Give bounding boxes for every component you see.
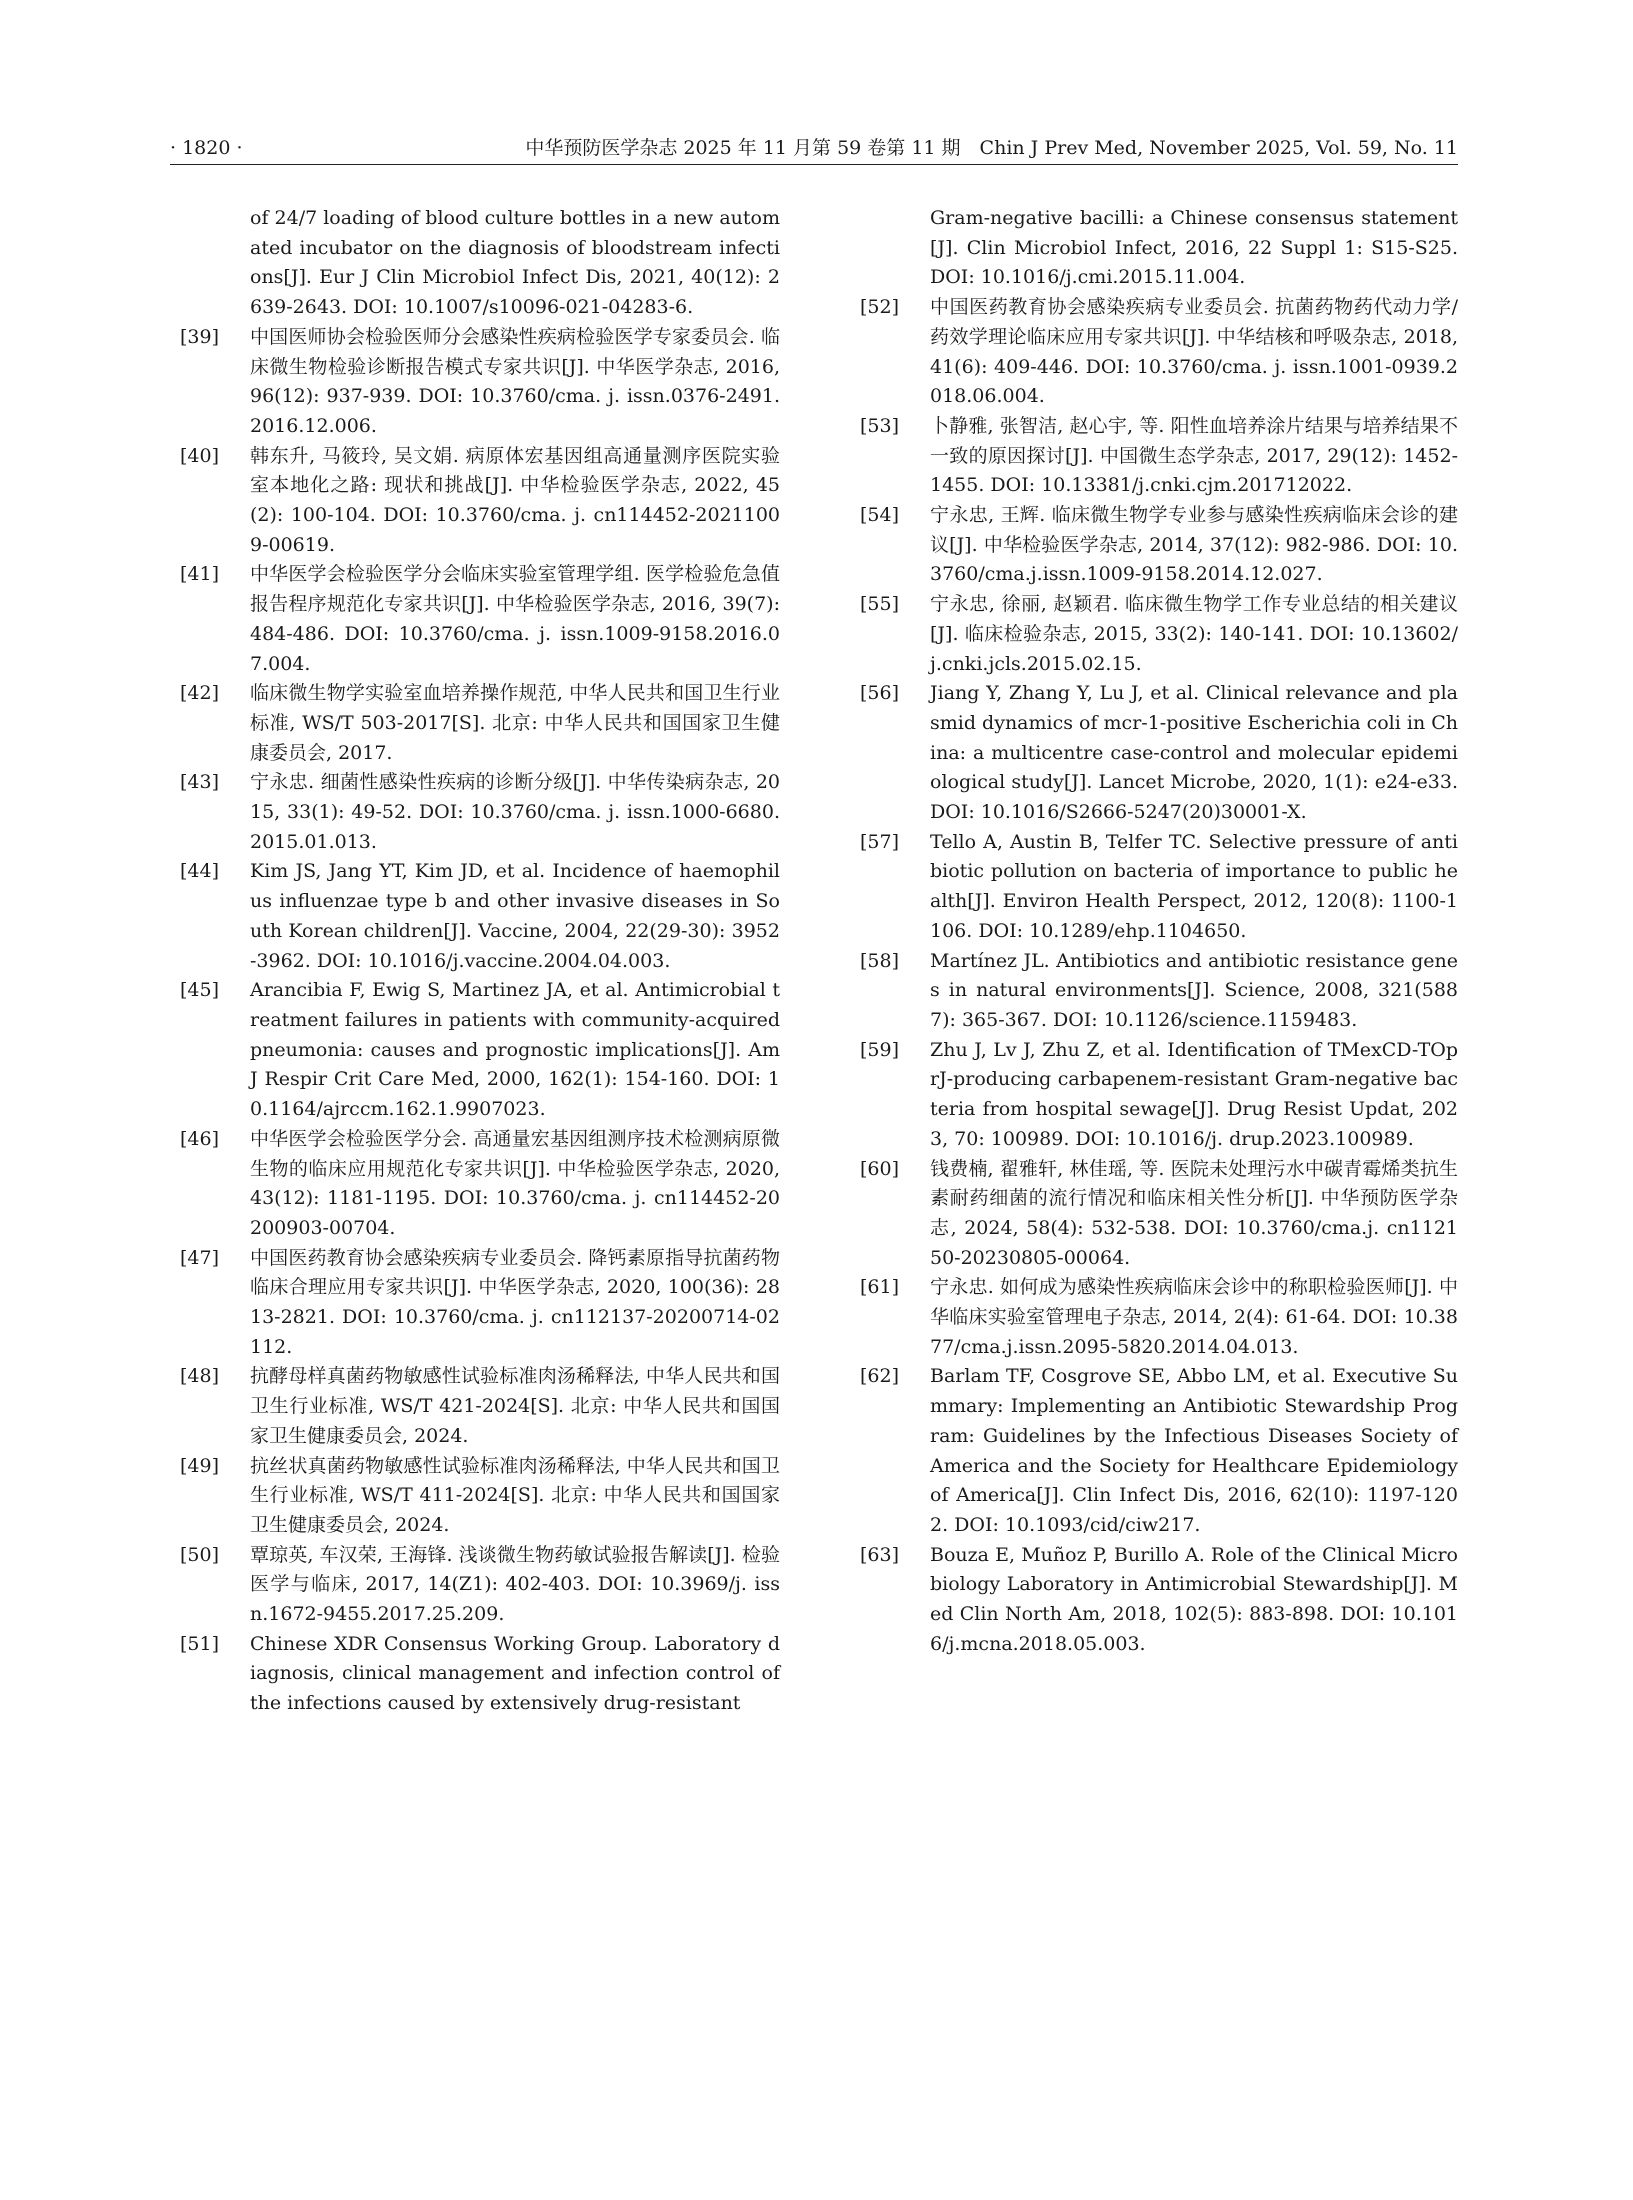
reference-item [180, 1244, 780, 1363]
reference-text: Arancibia F, Ewig S, Martinez JA, et al. Antimicrobial treatment failures in patients with community-acquired pneumonia: causes and prognostic implications[J]. Am J Respir Crit Care Med, 2000, 162(1): 154-160. DOI: 10.1164/ajrccm.162.1.9907023. [250, 979, 780, 1121]
reference-number: [47] [180, 1246, 220, 1269]
reference-text: 中国医师协会检验医师分会感染性疾病检验医学专家委员会. 临床微生物检验诊断报告模式专家共识[J]. 中华医学杂志, 2016, 96(12): 937-939. DOI: 10.3760/cma. j. issn.0376-2491.2016.12.006. [250, 325, 780, 437]
reference-text: Martínez JL. Antibiotics and antibiotic resistance genes in natural environments[J]. Science, 2008, 321(5887): 365-367. DOI: 10.1126/science.1159483. [930, 949, 1458, 1031]
reference-text: 钱费楠, 翟雅轩, 林佳瑶, 等. 医院未处理污水中碳青霉烯类抗生素耐药细菌的流行情况和临床相关性分析[J]. 中华预防医学杂志, 2024, 58(4): 532-538. DOI: 10.3760/cma.j. cn112150-20230805-00064. [930, 1157, 1458, 1269]
reference-item [180, 560, 780, 679]
reference-item [180, 323, 780, 442]
reference-item [860, 1155, 1458, 1274]
reference-text: 中国医药教育协会感染疾病专业委员会. 抗菌药物药代动力学/药效学理论临床应用专家共识[J]. 中华结核和呼吸杂志, 2018, 41(6): 409-446. DOI: 10.3760/cma. j. issn.1001-0939.2018.06.004. [930, 296, 1458, 408]
reference-item [860, 679, 1458, 828]
reference-text: 抗丝状真菌药物敏感性试验标准肉汤稀释法, 中华人民共和国卫生行业标准, WS/T 411-2024[S]. 北京: 中华人民共和国国家卫生健康委员会, 2024. [250, 1454, 780, 1536]
page-number: · 1820 · [170, 137, 243, 159]
reference-text: Tello A, Austin B, Telfer TC. Selective pressure of antibiotic pollution on bacteria of importance to public health[J]. Environ Health Perspect, 2012, 120(8): 1100-1106. DOI: 10.1289/ehp.1104650. [930, 830, 1458, 942]
reference-number: [59] [860, 1038, 900, 1061]
reference-number: [50] [180, 1543, 220, 1566]
reference-number: [42] [180, 682, 220, 705]
reference-number: [43] [180, 771, 220, 794]
reference-number: [58] [860, 949, 900, 972]
reference-text: Kim JS, Jang YT, Kim JD, et al. Incidence of haemophilus influenzae type b and other invasive diseases in South Korean children[J]. Vaccine, 2004, 22(29-30): 3952-3962. DOI: 10.1016/j.vaccine.2004.04.003. [250, 860, 780, 972]
reference-column-left [180, 204, 780, 1719]
reference-item [180, 1541, 780, 1630]
reference-number: [46] [180, 1127, 220, 1150]
reference-number: [45] [180, 979, 220, 1002]
reference-text: 覃琼英, 车汉荣, 王海锋. 浅谈微生物药敏试验报告解读[J]. 检验医学与临床, 2017, 14(Z1): 402-403. DOI: 10.3969/j. issn.1672-9455.2017.25.209. [250, 1543, 780, 1626]
reference-number: [49] [180, 1454, 220, 1477]
reference-item [860, 828, 1458, 947]
reference-number: [48] [180, 1365, 220, 1388]
reference-number: [56] [860, 682, 900, 705]
reference-text: Bouza E, Muñoz P, Burillo A. Role of the Clinical Microbiology Laboratory in Antimicrobial Stewardship[J]. Med Clin North Am, 2018, 102(5): 883-898. DOI: 10.1016/j.mcna.2018.05.003. [930, 1543, 1458, 1655]
reference-item [180, 679, 780, 768]
reference-item [180, 1125, 780, 1244]
reference-item [180, 442, 780, 561]
reference-number: [44] [180, 860, 220, 883]
reference-item [860, 590, 1458, 679]
reference-number: [53] [860, 414, 900, 437]
reference-text: 宁永忠. 如何成为感染性疾病临床会诊中的称职检验医师[J]. 中华临床实验室管理电子杂志, 2014, 2(4): 61-64. DOI: 10.3877/cma.j.issn.2095-5820.2014.04.013. [930, 1276, 1458, 1358]
reference-number: [60] [860, 1157, 900, 1180]
reference-number: [63] [860, 1543, 900, 1566]
reference-number: [40] [180, 444, 220, 467]
reference-item [180, 1630, 780, 1719]
reference-text: 宁永忠. 细菌性感染性疾病的诊断分级[J]. 中华传染病杂志, 2015, 33(1): 49-52. DOI: 10.3760/cma. j. issn.1000-6680.2015.01.013. [250, 771, 780, 853]
reference-item [860, 501, 1458, 590]
reference-item [860, 293, 1458, 412]
reference-item [860, 412, 1458, 501]
reference-number: [54] [860, 504, 900, 527]
reference-item [860, 1541, 1458, 1660]
reference-item [860, 947, 1458, 1036]
reference-item [860, 1036, 1458, 1155]
reference-text: Jiang Y, Zhang Y, Lu J, et al. Clinical relevance and plasmid dynamics of mcr-1-positive Escherichia coli in China: a multicentre case-control and molecular epidemiological study[J]. Lancet Microbe, 2020, 1(1): e24-e33. DOI: 10.1016/S2666-5247(20)30001-X. [930, 682, 1458, 824]
reference-number: [51] [180, 1632, 220, 1655]
reference-text: 中国医药教育协会感染疾病专业委员会. 降钙素原指导抗菌药物临床合理应用专家共识[J]. 中华医学杂志, 2020, 100(36): 2813-2821. DOI: 10.3760/cma. j. cn112137-20200714-02112. [250, 1246, 780, 1358]
reference-text: 中华医学会检验医学分会临床实验室管理学组. 医学检验危急值报告程序规范化专家共识[J]. 中华检验医学杂志, 2016, 39(7): 484-486. DOI: 10.3760/cma. j. issn.1009-9158.2016.07.004. [250, 563, 780, 675]
reference-text: Barlam TF, Cosgrove SE, Abbo LM, et al. Executive Summary: Implementing an Antibiotic Stewardship Program: Guidelines by the Infectious Diseases Society of America and the Society for Healthcare Epidemiology of America[J]. Clin Infect Dis, 2016, 62(10): 1197-1202. DOI: 10.1093/cid/ciw217. [930, 1365, 1458, 1536]
reference-item [180, 1452, 780, 1541]
reference-text: Chinese XDR Consensus Working Group. Laboratory diagnosis, clinical management and infection control of the infections caused by extensively drug-resistant [250, 1632, 780, 1715]
reference-continuation [180, 204, 780, 323]
reference-column-right [860, 204, 1458, 1659]
reference-text: 宁永忠, 徐丽, 赵颖君. 临床微生物学工作专业总结的相关建议[J]. 临床检验杂志, 2015, 33(2): 140-141. DOI: 10.13602/j.cnki.jcls.2015.02.15. [930, 593, 1458, 675]
reference-number: [57] [860, 830, 900, 853]
reference-text: Gram-negative bacilli: a Chinese consensus statement[J]. Clin Microbiol Infect, 2016, 22 Suppl 1: S15-S25. DOI: 10.1016/j.cmi.2015.11.004. [930, 207, 1458, 289]
reference-continuation [860, 204, 1458, 293]
reference-text: 抗酵母样真菌药物敏感性试验标准肉汤稀释法, 中华人民共和国卫生行业标准, WS/T 421-2024[S]. 北京: 中华人民共和国国家卫生健康委员会, 2024. [250, 1365, 780, 1447]
reference-number: [52] [860, 296, 900, 319]
reference-number: [55] [860, 593, 900, 616]
reference-text: 韩东升, 马筱玲, 吴文娟. 病原体宏基因组高通量测序医院实验室本地化之路: 现状和挑战[J]. 中华检验医学杂志, 2022, 45(2): 100-104. DOI: 10.3760/cma. j. cn114452-20211009-00619. [250, 444, 780, 556]
reference-item [180, 857, 780, 976]
reference-text: Zhu J, Lv J, Zhu Z, et al. Identification of TMexCD-TOprJ-producing carbapenem-resistant Gram-negative bacteria from hospital sewage[J]. Drug Resist Updat, 2023, 70: 100989. DOI: 10.1016/j. drup.2023.100989. [930, 1038, 1458, 1150]
reference-number: [61] [860, 1276, 900, 1299]
reference-item [860, 1273, 1458, 1362]
reference-item [180, 768, 780, 857]
journal-citation-header: 中华预防医学杂志 2025 年 11 月第 59 卷第 11 期 Chin J Prev Med, November 2025, Vol. 59, No. 11 [525, 137, 1458, 159]
reference-number: [41] [180, 563, 220, 586]
reference-number: [62] [860, 1365, 900, 1388]
reference-text: 宁永忠, 王辉. 临床微生物学专业参与感染性疾病临床会诊的建议[J]. 中华检验医学杂志, 2014, 37(12): 982-986. DOI: 10.3760/cma.j.issn.1009-9158.2014.12.027. [930, 504, 1458, 586]
reference-text: 中华医学会检验医学分会. 高通量宏基因组测序技术检测病原微生物的临床应用规范化专家共识[J]. 中华检验医学杂志, 2020, 43(12): 1181-1195. DOI: 10.3760/cma. j. cn114452-20200903-00704. [250, 1127, 780, 1239]
running-header [170, 132, 1458, 165]
reference-item [180, 976, 780, 1125]
reference-item [180, 1362, 780, 1451]
reference-number: [39] [180, 325, 220, 348]
reference-item [860, 1362, 1458, 1540]
reference-text: 临床微生物学实验室血培养操作规范, 中华人民共和国卫生行业标准, WS/T 503-2017[S]. 北京: 中华人民共和国国家卫生健康委员会, 2017. [250, 682, 780, 764]
reference-text: of 24/7 loading of blood culture bottles in a new automated incubator on the diagnosis of bloodstream infections[J]. Eur J Clin Microbiol Infect Dis, 2021, 40(12): 2639-2643. DOI: 10.1007/s10096-021-04283-6. [250, 207, 780, 319]
reference-text: 卜静雅, 张智洁, 赵心宇, 等. 阳性血培养涂片结果与培养结果不一致的原因探讨[J]. 中国微生态学杂志, 2017, 29(12): 1452-1455. DOI: 10.13381/j.cnki.cjm.201712022. [930, 414, 1458, 497]
